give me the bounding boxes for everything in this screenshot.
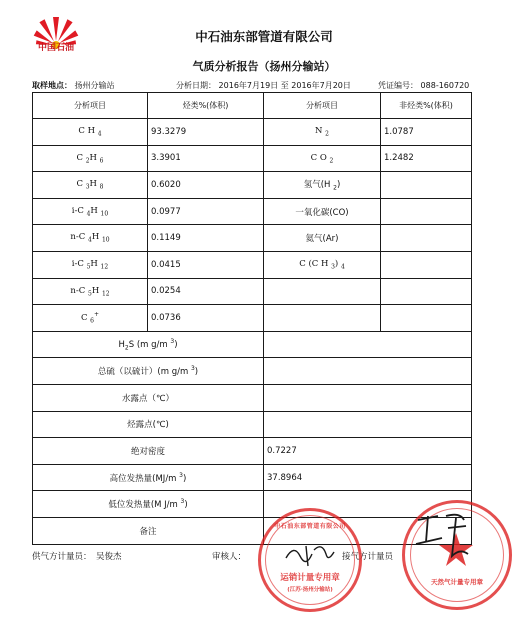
- component-value: 93.3279: [148, 119, 264, 146]
- empty-cell: [381, 305, 472, 332]
- component-name: N $_2$: [264, 119, 381, 146]
- stamp-main-text: 运销计量专用章: [280, 573, 340, 583]
- location-value: 扬州分输站: [74, 81, 115, 90]
- header-item-hydrocarbon: 分析项目: [33, 93, 148, 119]
- property-label: $H_2S$ (m g/m $^3$): [33, 331, 264, 358]
- component-value: 1.0787: [381, 119, 472, 146]
- certificate-number: [378, 80, 469, 91]
- table-row: [33, 119, 472, 146]
- component-value: 3.3901: [148, 145, 264, 172]
- remarks-label: 备注: [33, 517, 264, 544]
- component-value: 1.2482: [381, 145, 472, 172]
- report-title: 气质分析报告（扬州分输站）: [192, 60, 336, 73]
- analysis-table: [32, 92, 472, 545]
- stamp-sub-text: (江苏·扬州分输站): [287, 587, 333, 593]
- cert-value: 088-160720: [420, 81, 470, 90]
- property-row: [33, 491, 472, 518]
- table-row: [33, 305, 472, 332]
- company-name: 中石油东部管道有限公司: [195, 29, 333, 44]
- property-value: [264, 331, 472, 358]
- component-name: C (C H $_3$) $_4$: [264, 251, 381, 278]
- header-nonhydrocarbon-percent: 非烃类%(体积): [381, 93, 472, 119]
- sampling-location: [32, 80, 115, 91]
- component-value: 0.6020: [148, 172, 264, 199]
- property-label: 低位发热量(M J/m $^3$): [33, 491, 264, 518]
- stamp-top-text: 中石油东部管道有限公司: [274, 523, 346, 530]
- stamp-main-text: 天然气计量专用章: [431, 578, 483, 586]
- property-row: [33, 384, 472, 411]
- supplier-signature: [32, 550, 92, 562]
- property-value: [264, 358, 472, 385]
- reviewer-handwritten-signature: [282, 540, 342, 570]
- property-value: [264, 411, 472, 438]
- logo-text: 中国石油: [37, 43, 74, 53]
- property-label: 绝对密度: [33, 438, 264, 465]
- property-row: [33, 411, 472, 438]
- cert-label: 凭证编号：: [378, 81, 418, 90]
- component-value: [381, 251, 472, 278]
- property-value: 37.8964: [264, 464, 472, 491]
- component-name: C O $_2$: [264, 145, 381, 172]
- property-label: 高位发热量(MJ/m $^3$): [33, 464, 264, 491]
- component-name: i-C $_4$H $_{10}$: [33, 198, 148, 225]
- date-value: 2016年7月19日 至 2016年7月20日: [218, 81, 351, 90]
- component-value: 0.0736: [148, 305, 264, 332]
- table-row: [33, 198, 472, 225]
- property-row: [33, 464, 472, 491]
- header-item-nonhydrocarbon: 分析项目: [264, 93, 381, 119]
- table-row: [33, 145, 472, 172]
- empty-cell: [381, 278, 472, 305]
- table-row: [33, 278, 472, 305]
- component-name: C $_6$+: [33, 305, 148, 332]
- property-value: [264, 384, 472, 411]
- component-name: C $_2$H $_6$: [33, 145, 148, 172]
- component-value: [381, 172, 472, 199]
- property-row: [33, 331, 472, 358]
- component-value: [381, 225, 472, 252]
- component-name: n-C $_4$H $_{10}$: [33, 225, 148, 252]
- location-label: 取样地点：: [32, 81, 72, 90]
- table-row: [33, 172, 472, 199]
- property-label: 烃露点(℃): [33, 411, 264, 438]
- analysis-date: [176, 80, 351, 91]
- empty-cell: [264, 278, 381, 305]
- component-name: C H $_4$: [33, 119, 148, 146]
- component-value: 0.0977: [148, 198, 264, 225]
- component-name: i-C $_5$H $_{12}$: [33, 251, 148, 278]
- property-label: 水露点（℃）: [33, 384, 264, 411]
- date-label: 分析日期：: [176, 81, 216, 90]
- property-row: [33, 438, 472, 465]
- component-name: C $_3$H $_8$: [33, 172, 148, 199]
- table-header-row: [33, 93, 472, 119]
- reviewer-label: 审核人：: [212, 552, 247, 562]
- empty-cell: [264, 305, 381, 332]
- component-value: 0.0415: [148, 251, 264, 278]
- property-value: 0.7227: [264, 438, 472, 465]
- receiver-label: 接气方计量员: [342, 552, 394, 562]
- component-name: n-C $_5$H $_{12}$: [33, 278, 148, 305]
- property-label: 总硫（以硫计）(m g/m $^3$): [33, 358, 264, 385]
- receiver-handwritten-signature: [412, 508, 472, 564]
- component-name: 氦气(Ar): [264, 225, 381, 252]
- component-name: 氢气(H $_2$): [264, 172, 381, 199]
- component-value: 0.1149: [148, 225, 264, 252]
- supplier-name: 吴俊杰: [96, 552, 122, 562]
- property-row: [33, 358, 472, 385]
- component-value: [381, 198, 472, 225]
- table-row: [33, 251, 472, 278]
- component-value: 0.0254: [148, 278, 264, 305]
- table-row: [33, 225, 472, 252]
- component-name: 一氧化碳(CO): [264, 198, 381, 225]
- header-hydrocarbon-percent: 烃类%(体积): [148, 93, 264, 119]
- supplier-label: 供气方计量员：: [32, 552, 92, 562]
